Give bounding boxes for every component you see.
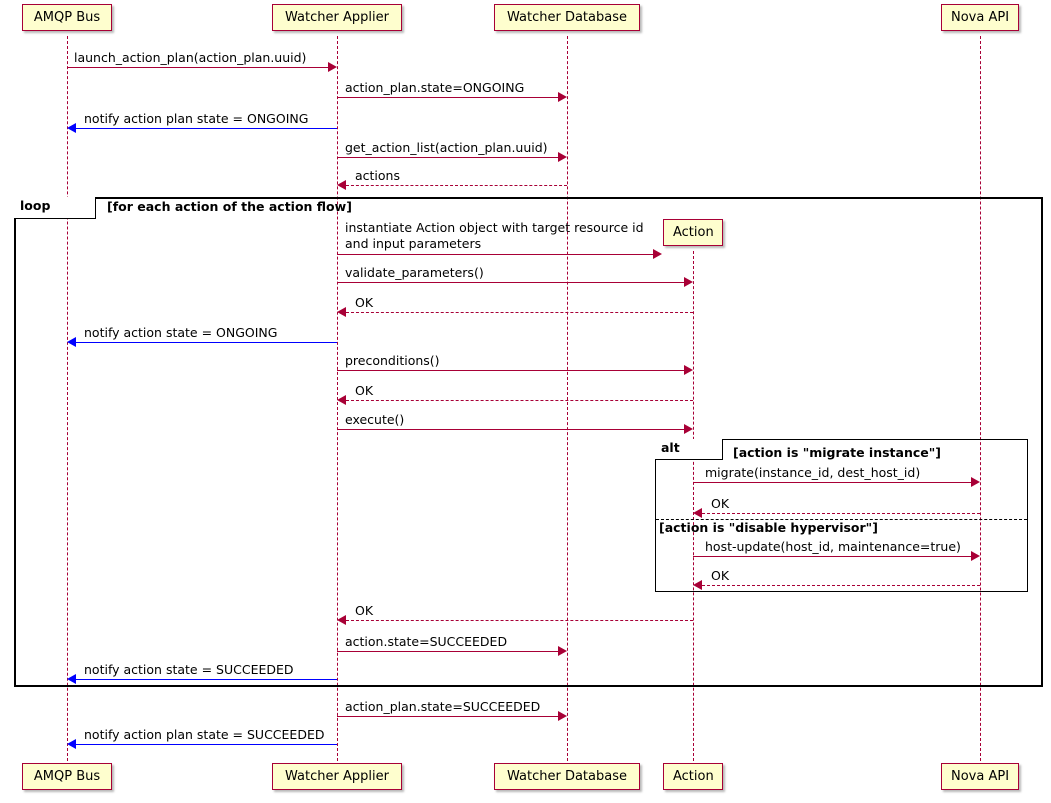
arrowhead-instantiate-action xyxy=(653,249,662,259)
participant-action-bottom[interactable] xyxy=(663,763,723,790)
arrowhead-validate-parameters xyxy=(684,277,693,287)
arrowhead-execute-ok xyxy=(337,615,346,625)
message-label-launch-action-plan: launch_action_plan(action_plan.uuid) xyxy=(74,50,307,65)
arrowhead-notify-action-succeeded xyxy=(67,674,76,684)
message-arrow-preconditions xyxy=(337,370,685,371)
message-arrow-preconditions-ok xyxy=(346,400,693,401)
arrowhead-get-action-list xyxy=(558,152,567,162)
alt-fragment-else-condition: [action is "disable hypervisor"] xyxy=(659,520,878,535)
participant-nova-top[interactable] xyxy=(941,4,1019,31)
message-arrow-action-plan-state-ongoing xyxy=(337,97,559,98)
message-arrow-execute xyxy=(337,429,685,430)
participant-applier-label: Watcher Applier xyxy=(285,10,389,25)
alt-fragment-condition: [action is "migrate instance"] xyxy=(733,445,941,460)
message-arrow-notify-plan-succeeded xyxy=(76,744,337,745)
participant-action-label: Action xyxy=(673,225,714,240)
message-arrow-instantiate-action xyxy=(337,254,654,255)
message-label-migrate: migrate(instance_id, dest_host_id) xyxy=(705,465,921,480)
arrowhead-host-update xyxy=(971,551,980,561)
message-arrow-migrate-ok xyxy=(702,513,980,514)
message-arrow-validate-ok xyxy=(346,312,693,313)
message-label-validate-parameters: validate_parameters() xyxy=(345,265,484,280)
message-arrow-notify-action-ongoing xyxy=(76,342,337,343)
message-arrow-host-update-ok xyxy=(702,585,980,586)
message-label-host-update-ok: OK xyxy=(711,568,730,583)
participant-nova-bottom[interactable] xyxy=(941,763,1019,790)
arrowhead-migrate-ok xyxy=(693,508,702,518)
arrowhead-action-state-succeeded xyxy=(558,646,567,656)
arrowhead-plan-state-succeeded xyxy=(558,711,567,721)
participant-database-bottom[interactable] xyxy=(494,763,640,790)
arrowhead-notify-plan-ongoing xyxy=(67,123,76,133)
alt-operator-label: alt xyxy=(661,440,680,455)
message-label-preconditions-ok: OK xyxy=(355,383,374,398)
message-label-notify-action-succeeded: notify action state = SUCCEEDED xyxy=(84,662,294,677)
loop-fragment-operator-tab xyxy=(14,197,96,219)
arrowhead-host-update-ok xyxy=(693,580,702,590)
participant-applier-top[interactable] xyxy=(272,4,402,31)
arrowhead-preconditions xyxy=(684,365,693,375)
message-arrow-launch-action-plan xyxy=(67,67,329,68)
message-label-preconditions: preconditions() xyxy=(345,353,440,368)
participant-action-created[interactable] xyxy=(663,219,723,246)
message-arrow-host-update xyxy=(693,556,972,557)
message-label-instantiate-action-line1: instantiate Action object with target resource id xyxy=(345,220,644,235)
message-arrow-execute-ok xyxy=(346,620,693,621)
message-label-plan-state-succeeded: action_plan.state=SUCCEEDED xyxy=(345,699,541,714)
message-arrow-actions xyxy=(346,185,567,186)
arrowhead-validate-ok xyxy=(337,307,346,317)
participant-database-label-bottom: Watcher Database xyxy=(507,769,627,784)
message-label-notify-plan-ongoing: notify action plan state = ONGOING xyxy=(84,111,309,126)
message-arrow-get-action-list xyxy=(337,157,559,158)
message-label-host-update: host-update(host_id, maintenance=true) xyxy=(705,539,961,554)
message-label-validate-ok: OK xyxy=(355,295,374,310)
arrowhead-migrate xyxy=(971,477,980,487)
participant-nova-label: Nova API xyxy=(951,10,1010,25)
participant-action-label-bottom: Action xyxy=(673,769,714,784)
alt-fragment-operator-tab xyxy=(655,439,723,460)
message-label-execute: execute() xyxy=(345,412,405,427)
participant-nova-label-bottom: Nova API xyxy=(951,769,1010,784)
message-label-action-state-succeeded: action.state=SUCCEEDED xyxy=(345,634,508,649)
message-label-actions: actions xyxy=(355,168,400,183)
message-arrow-plan-state-succeeded xyxy=(337,716,559,717)
message-arrow-notify-plan-ongoing xyxy=(76,128,337,129)
message-arrow-validate-parameters xyxy=(337,282,685,283)
participant-database-top[interactable] xyxy=(494,4,640,31)
participant-amqp-top[interactable] xyxy=(22,4,112,31)
message-label-get-action-list: get_action_list(action_plan.uuid) xyxy=(345,140,548,155)
arrowhead-action-plan-state-ongoing xyxy=(558,92,567,102)
participant-amqp-label-bottom: AMQP Bus xyxy=(33,769,101,784)
message-label-instantiate-action-line2: and input parameters xyxy=(345,236,482,251)
message-arrow-notify-action-succeeded xyxy=(76,679,337,680)
participant-database-label: Watcher Database xyxy=(507,10,627,25)
message-label-notify-plan-succeeded: notify action plan state = SUCCEEDED xyxy=(84,727,325,742)
loop-fragment-condition: [for each action of the action flow] xyxy=(107,199,352,214)
message-arrow-action-state-succeeded xyxy=(337,651,559,652)
arrowhead-notify-action-ongoing xyxy=(67,337,76,347)
message-label-notify-action-ongoing: notify action state = ONGOING xyxy=(84,325,278,340)
participant-applier-label-bottom: Watcher Applier xyxy=(285,769,389,784)
arrowhead-preconditions-ok xyxy=(337,395,346,405)
arrowhead-actions xyxy=(337,180,346,190)
message-label-action-plan-state-ongoing: action_plan.state=ONGOING xyxy=(345,80,525,95)
message-label-execute-ok: OK xyxy=(355,603,374,618)
arrowhead-execute xyxy=(684,424,693,434)
message-label-migrate-ok: OK xyxy=(711,496,730,511)
arrowhead-notify-plan-succeeded xyxy=(67,739,76,749)
participant-applier-bottom[interactable] xyxy=(272,763,402,790)
message-arrow-migrate xyxy=(693,482,972,483)
arrowhead-launch-action-plan xyxy=(328,62,337,72)
loop-operator-label: loop xyxy=(20,198,51,213)
participant-amqp-label: AMQP Bus xyxy=(33,10,101,25)
participant-amqp-bottom[interactable] xyxy=(22,763,112,790)
